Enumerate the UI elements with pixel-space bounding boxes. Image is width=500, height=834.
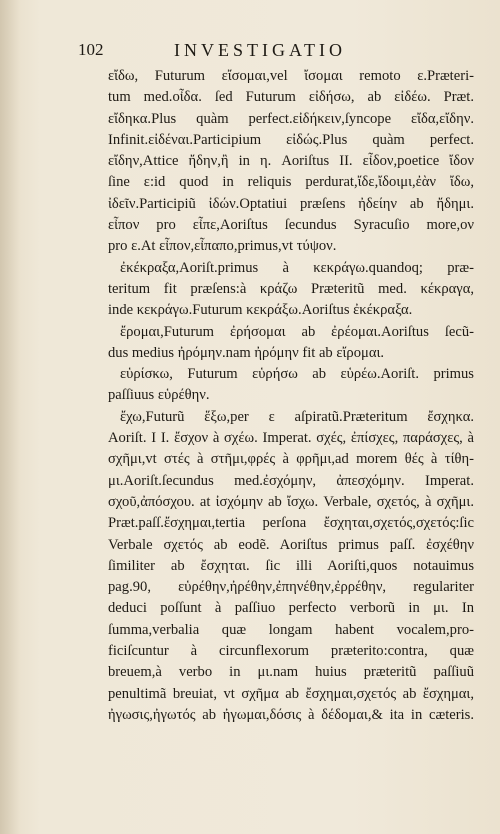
gutter-shadow [0, 0, 20, 834]
page-number: 102 [78, 40, 104, 59]
text-line: inde κεκράγω.Futurum κεκράξω.Aoriſtus ἐκέκραξα. [108, 302, 413, 319]
text-line: εἴδηκα.Plus quàm perfect.εἰδήκειν,ſyncope εἴδα,εἴδην. [108, 110, 474, 127]
text-block [108, 66, 474, 726]
text-line: ἔρομαι,Futurum ἐρήσομαι ab ἐρέομαι.Aoriſtus ſecũ- [120, 323, 474, 340]
text-line: ſumma,verbalia quæ longam habent vocalem,pro- [108, 621, 474, 638]
text-line: tum med.οἶδα. ſed Futurum εἰδήσω, ab εἰδέω. Præt. [108, 89, 474, 106]
text-line: teritum fit præſens:à κράζω Præteritũ med. κέκραγα, [108, 280, 474, 297]
text-line: ſimiliter ab ἔσχηται. ſic illi Aoriſti,quos notauimus [108, 557, 474, 574]
text-line: ἐκέκραξα,Aoriſt.primus à κεκράγω.quandoq; præ- [120, 259, 474, 276]
text-line: εἴδω, Futurum εἴσομαι,vel ἴσομαι remoto ε.Præteri- [108, 68, 474, 84]
text-line: Præt.paſſ.ἔσχημαι,tertia perſona ἔσχηται,σχετός,σχετός:ſic [108, 515, 474, 532]
text-line: dus medius ἠρόμην.nam ἠρόμην fit ab εἴρομαι. [108, 344, 385, 361]
text-line: deduci poſſunt à paſſiuo perfecto verborũ in μι. In [108, 600, 474, 617]
text-line: penultimã breuiat, vt σχῆμα ab ἔσχημαι,σχετός ab ἔσχημαι, [108, 685, 474, 702]
page-header [78, 40, 428, 62]
text-line: εὑρίσκω, Futurum εὑρήσω ab εὑρέω.Aoriſt. primus [120, 366, 474, 383]
text-line: ἠγωσις,ἠγωτός ab ἠγωμαι,δόσις à δέδομαι,& ita in cæteris. [108, 706, 474, 723]
text-line: pro ε.At εἶπον,εἶπαπο,primus,vt τύψον. [108, 238, 337, 255]
text-line: Verbale σχετός ab eodẽ. Aoriſtus primus paſſ. ἐσχέθην [108, 536, 474, 553]
text-line: ficiſcuntur à circunflexorum præterito:contra, quæ [108, 643, 474, 660]
text-line: Infinit.εἰδέναι.Participium εἰδώς.Plus quàm perfect. [108, 131, 474, 148]
text-line: ſine ε:id quod in reliquis perdurat,ἴδε,ἴδοιμι,ἐὰν ἴδω, [108, 174, 474, 191]
text-line: Aoriſt. I I. ἔσχον à σχέω. Imperat. σχές, ἐπίσχες, παράσχες, à [108, 430, 474, 447]
text-line: ἔχω,Futurũ ἕξω,per ε aſpiratũ.Præteritum ἔσχηκα. [120, 408, 474, 425]
running-title: INVESTIGATIO [174, 40, 346, 60]
text-line: pag.90, εὑρέθην,ἠρέθην,ἐπηνέθην,ἐρρέθην, regulariter [108, 579, 474, 596]
text-line: εἴδην,Attice ἤδην,ἢ in η. Aoriſtus II. εἶδον,poetice ἴδον [108, 153, 474, 170]
text-line: μι.Aoriſt.ſecundus med.ἐσχόμην, ἀπεσχόμην. Imperat. [108, 472, 474, 489]
text-line: paſſiuus εὑρέθην. [108, 387, 210, 404]
text-line: εἶπον pro εἶπε,Aoriſtus ſecundus Syracuſio more,ον [108, 217, 474, 234]
text-line: breuem,à verbo in μι.nam huius præteritũ paſſiuũ [108, 664, 474, 681]
text-line: ἰδεῖν.Participiũ ἰδών.Optatiui præſens ἠδείην ab ἤδημι. [108, 195, 474, 212]
text-line: σχῆμι,vt στές à στῆμι,φρές à φρῆμι,ad morem θές à τίθη- [108, 451, 474, 468]
text-line: σχοῦ,ἀπόσχου. at ἰσχόμην ab ἴσχω. Verbale, σχετός, à σχῆμι. [108, 493, 474, 510]
